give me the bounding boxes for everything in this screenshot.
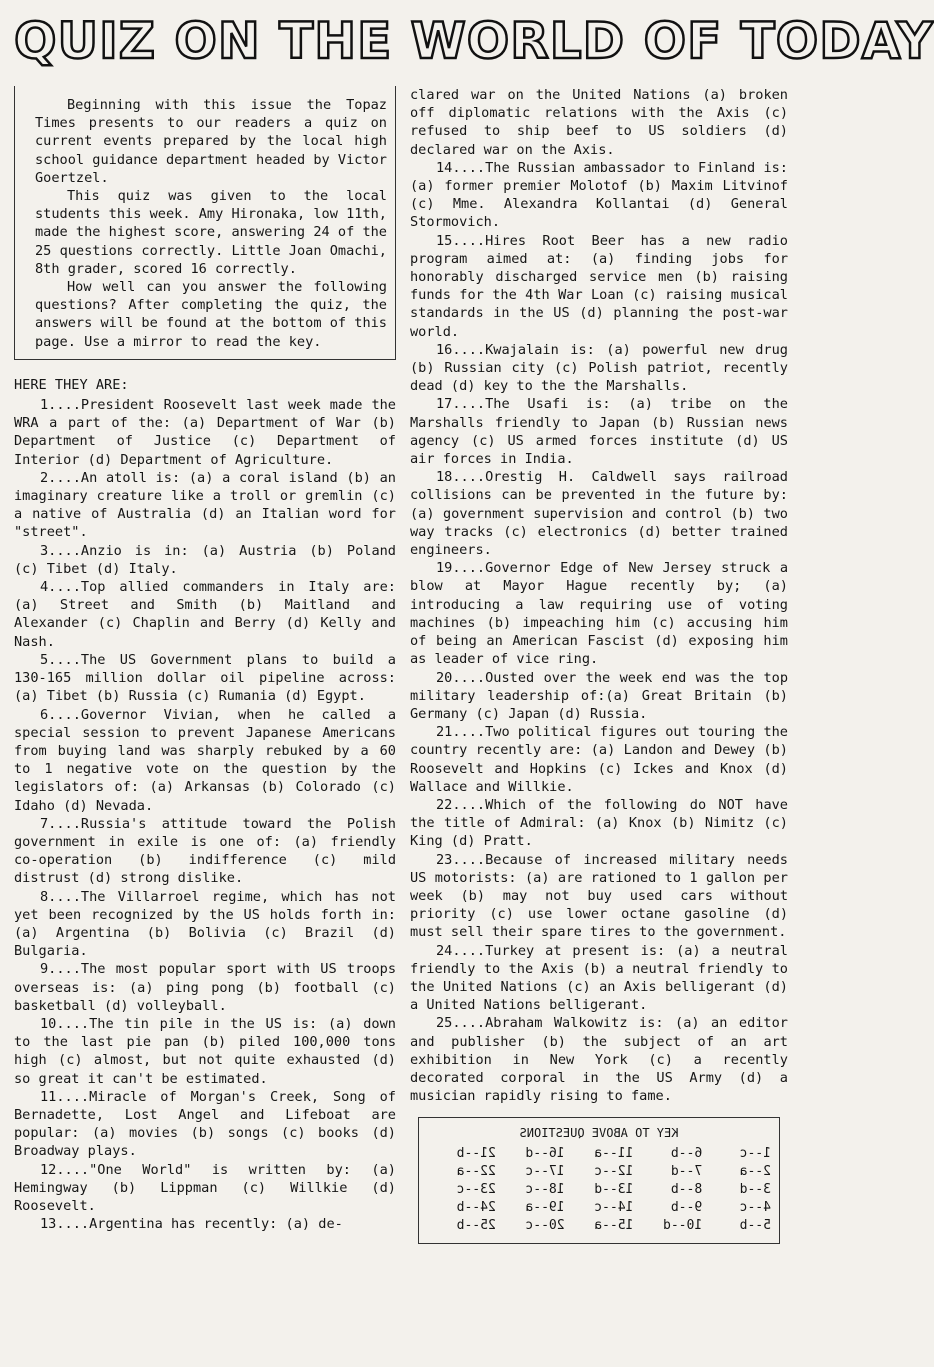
question-20: 20....Ousted over the week end was the top military leadership of:(a) Great Britain (b) Germany (c) Japan (d) Russia.: [410, 669, 788, 722]
question-21: 21....Two political figures out touring the country recently are: (a) Landon and Dewey (b) Roosevelt and Hopkins (c) Ickes and Knox (d) Wallace and Willkie.: [410, 724, 788, 795]
question-23: 23....Because of increased military needs US motorists: (a) are rationed to 1 gallon per week (b) may not buy used cars without priority (c) use lower octane gasoline (d) must sell their spare tires to the government.: [410, 851, 788, 941]
question-16: 16....Kwajalain is: (a) powerful new drug (b) Russian city (c) Polish patriot, recently dead (d) key to the the Marshalls.: [410, 341, 788, 395]
question-9: 9....The most popular sport with US troops overseas is: (a) ping pong (b) football (c) basketball (d) volleyball.: [14, 961, 396, 1014]
intro-paragraph: This quiz was given to the local students this week. Amy Hironaka, low 11th, made the highest score, answering 24 of the 25 questions correctly. Little Joan Omachi, 8th grader, scored 16 correctly.: [35, 188, 387, 277]
answer-key-box: [418, 1117, 780, 1244]
question-19: 19....Governor Edge of New Jersey struck a blow at Mayor Hague recently by; (a) introducing a law requiring use of voting machines (b) impeaching him (c) accusing him of being an American Fascist (d) exposing him as leader of vice ring.: [410, 560, 788, 668]
here-they-are-heading: HERE THEY ARE:: [14, 376, 129, 393]
question-14: 14....The Russian ambassador to Finland is: (a) former premier Molotof (b) Maxim Litvinof (c) Mme. Alexandra Kollantai (d) General Stormovich.: [410, 159, 788, 231]
question-13-start: 13....Argentina has recently: (a) de-: [40, 1216, 343, 1233]
question-7: 7....Russia's attitude toward the Polish government in exile is one of: (a) friendly co-operation (b) indifference (c) mild distrust (d) strong dislike.: [14, 815, 396, 887]
question-18: 18....Orestig H. Caldwell says railroad collisions can be prevented in the future by: (a) government supervision and control (b) two way tracks (c) electronics (d) better trained engineers.: [410, 469, 788, 559]
answer-entry: 6--b: [670, 1146, 703, 1162]
headline: QUIZ ON THE WORLD OF TODAY: [14, 12, 934, 70]
answer-entry: 18--c: [525, 1182, 565, 1198]
question-1: 1....President Roosevelt last week made the WRA a part of the: (a) Department of War (b) Department of Justice (c) Department of Interior (d) Department of Agriculture.: [14, 397, 396, 468]
intro-paragraph: Beginning with this issue the Topaz Times presents to our readers a quiz on current events prepared by the local high school guidance department headed by Victor Goertzel.: [35, 97, 387, 186]
answer-entry: 14--c: [594, 1200, 634, 1216]
answer-entry: 9--b: [670, 1200, 703, 1216]
question-15: 15....Hires Root Beer has a new radio program aimed at: (a) finding jobs for honorably discharged service men (b) raising funds for the 4th War Loan (c) raising musical standards in the US (d) planning the post-war world.: [410, 232, 788, 340]
question-12: 12...."One World" is written by: (a) Hemingway (b) Lippman (c) Willkie (d) Roosevelt.: [14, 1161, 396, 1214]
answer-entry: 8--b: [670, 1182, 703, 1198]
answer-entry: 7--d: [670, 1164, 703, 1180]
question-13-continued: clared war on the United Nations (a) broken off diplomatic relations with the Axis (c) refused to ship beef to US soldiers (d) declared war on the Axis.: [410, 87, 788, 158]
question-6: 6....Governor Vivian, when he called a special session to prevent Japanese Americans from buying land was sharply rebuked by a 60 to 1 negative vote on the question by the legislators of: (a) Arkansas (b) Colorado (c) Idaho (d) Nevada.: [14, 706, 396, 814]
answer-entry: 17--c: [525, 1164, 565, 1180]
answer-entry: 25--b: [456, 1218, 496, 1234]
intro-box: [14, 86, 396, 360]
question-5: 5....The US Government plans to build a 130-165 million dollar oil pipeline across: (a) Tibet (b) Russia (c) Rumania (d) Egypt.: [14, 651, 396, 705]
question-2: 2....An atoll is: (a) a coral island (b) an imaginary creature like a troll or gremlin (c) a native of Australia (d) an Italian word for "street".: [14, 469, 396, 541]
answer-entry: 10--d: [663, 1218, 703, 1234]
answer-entry: 1--c: [739, 1146, 771, 1162]
answer-entry: 4--c: [739, 1200, 771, 1216]
intro-paragraph: How well can you answer the following questions? After completing the quiz, the answers will be found at the bottom of this page. Use a mirror to read the key.: [35, 279, 387, 350]
question-4: 4....Top allied commanders in Italy are: (a) Street and Smith (b) Maitland and Alexander (c) Chaplin and Berry (d) Kelly and Nash.: [14, 579, 396, 650]
answer-entry: 22--a: [456, 1164, 496, 1180]
answer-entry: 12--c: [594, 1164, 634, 1180]
answer-entry: 3--d: [739, 1182, 771, 1198]
answer-entry: 13--d: [594, 1182, 634, 1198]
question-8: 8....The Villarroel regime, which has not yet been recognized by the US holds forth in: (a) Argentina (b) Bolivia (c) Brazil (d) Bulgaria.: [14, 888, 396, 960]
answer-key-grid: [427, 1145, 771, 1235]
answer-entry: 11--a: [594, 1146, 634, 1162]
left-column: [14, 86, 396, 1233]
question-3: 3....Anzio is in: (a) Austria (b) Poland (c) Tibet (d) Italy.: [14, 542, 396, 577]
answer-key-title: KEY TO ABOVE QUESTIONS: [519, 1126, 679, 1141]
mirrored-key: [427, 1124, 771, 1235]
question-10: 10....The tin pile in the US is: (a) down to the last pie pan (b) piled 100,000 tons high (c) almost, but not quite exhausted (d) so great it can't be estimated.: [14, 1015, 396, 1087]
question-17: 17....The Usafi is: (a) tribe on the Marshalls friendly to Japan (b) Russian news agency (c) US armed forces institute (d) US air forces in India.: [410, 396, 788, 468]
question-22: 22....Which of the following do NOT have the title of Admiral: (a) Knox (b) Nimitz (c) King (d) Pratt.: [410, 796, 788, 850]
question-25: 25....Abraham Walkowitz is: (a) an editor and publisher (b) the subject of an art exhibition in New York (c) a recently decorated corporal in the US Army (d) a musician rapidly rising to fame.: [410, 1015, 788, 1105]
answer-entry: 20--c: [525, 1218, 565, 1234]
answer-entry: 16--d: [525, 1146, 565, 1162]
answer-entry: 21--b: [456, 1146, 496, 1162]
right-column: [410, 86, 788, 1244]
answer-entry: 23--c: [456, 1182, 496, 1198]
answer-entry: 19--a: [525, 1200, 565, 1216]
answer-entry: 15--a: [594, 1218, 634, 1234]
question-24: 24....Turkey at present is: (a) a neutral friendly to the Axis (b) a neutral friendly to the United Nations (c) an Axis belligerant (d) a United Nations belligerant.: [410, 942, 788, 1014]
answer-entry: 5--b: [739, 1218, 771, 1234]
answer-entry: 2--a: [739, 1164, 771, 1180]
question-11: 11....Miracle of Morgan's Creek, Song of Bernadette, Lost Angel and Lifeboat are popular: (a) movies (b) songs (c) books (d) Broadway plays.: [14, 1088, 396, 1160]
answer-entry: 24--b: [456, 1200, 496, 1216]
